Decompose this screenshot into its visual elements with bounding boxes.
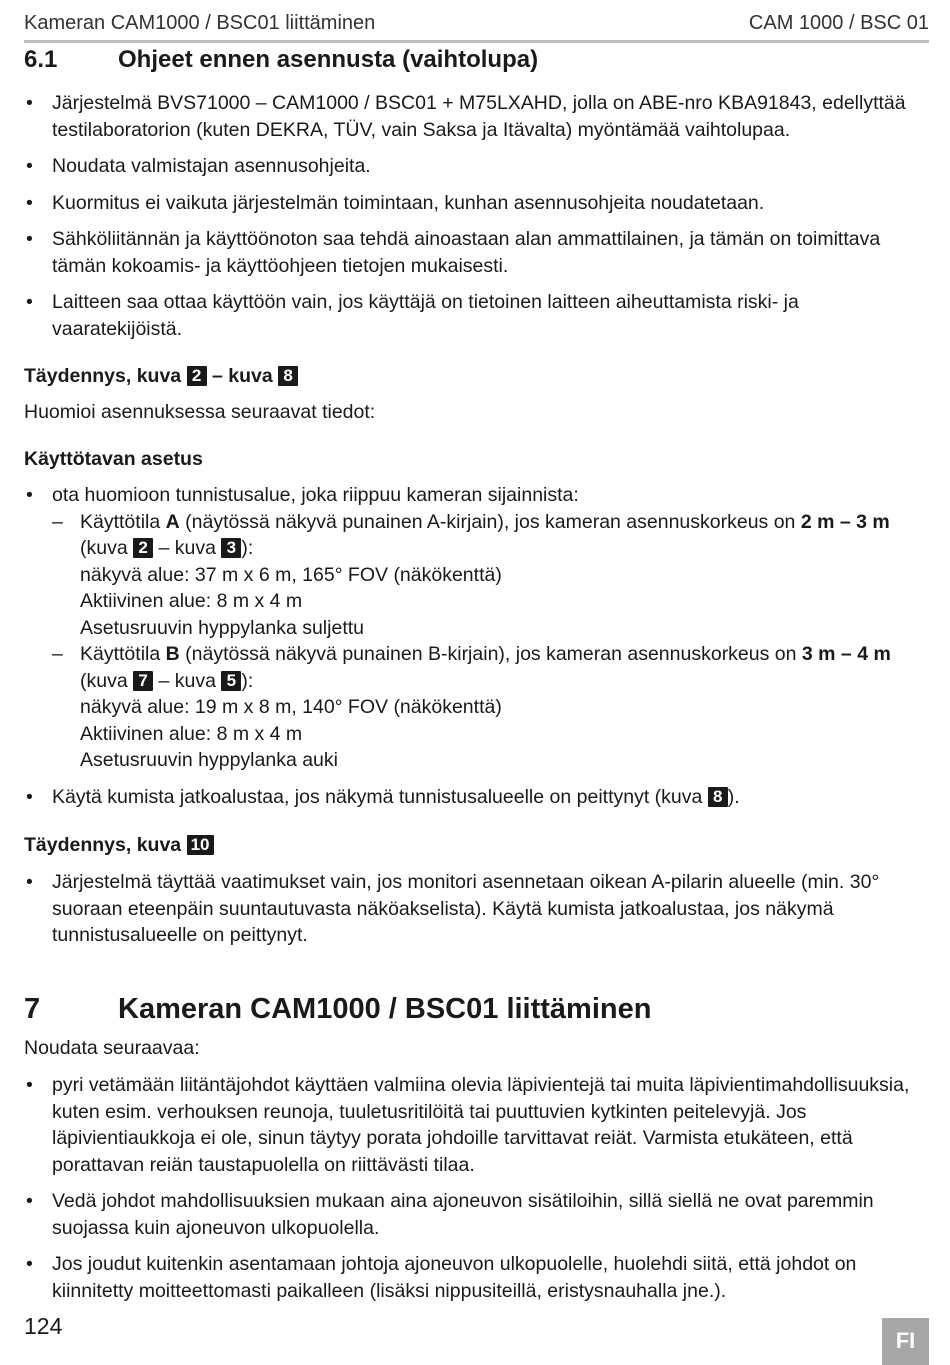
section-title: Ohjeet ennen asennusta (vaihtolupa) xyxy=(118,46,539,73)
supplement-2-list xyxy=(24,869,929,959)
mode-letter: B xyxy=(165,643,180,665)
supplement-label: Täydennys, kuva xyxy=(24,365,182,387)
mode-height: 2 m – 3 m xyxy=(800,510,890,533)
section-6-1-list xyxy=(24,90,929,352)
language-tab: FI xyxy=(882,1318,929,1365)
mode-jumper: Asetusruuvin hyppylanka suljettu xyxy=(80,616,364,639)
fig-ref-close: ): xyxy=(241,669,254,692)
supplement-label: Täydennys, kuva xyxy=(24,834,182,856)
mode-text: (näytössä näkyvä punainen A-kirjain), jos kameran asennuskorkeus on xyxy=(185,510,796,533)
mode-text: (näytössä näkyvä punainen B-kirjain), jos kameran asennuskorkeus on xyxy=(185,643,797,665)
fig-ref-open: (kuva xyxy=(80,537,128,559)
list-item: • Kuormitus ei vaikuta järjestelmän toimintaan, kunhan asennusohjeita noudatetaan. xyxy=(24,190,929,217)
list-item: • Järjestelmä täyttää vaatimukset vain, jos monitori asennetaan oikean A-pilarin alueelle (min. 30° suoraan eteenpäin suuntautuvasta näköakselista). Käytä kumista jatkoalustaa, jos näkymä tunnistusalueelle on peittynyt. xyxy=(24,869,929,949)
chapter-title: Kameran CAM1000 / BSC01 liittäminen xyxy=(118,993,652,1025)
supplement-heading-2 xyxy=(24,832,929,859)
page-number: 124 xyxy=(24,1313,63,1339)
chapter-intro: Noudata seuraavaa: xyxy=(24,1037,200,1059)
fig-ref-mid: – kuva xyxy=(158,537,216,559)
figure-ref-badge: 10 xyxy=(187,835,214,855)
mode-jumper: Asetusruuvin hyppylanka auki xyxy=(80,749,338,771)
supplement-heading-1 xyxy=(24,363,929,390)
figure-ref-badge: 2 xyxy=(133,538,153,558)
list-item: • Järjestelmä BVS71000 – CAM1000 / BSC01 + M75LXAHD, jolla on ABE-nro KBA91843, edellyttää testilaboratorion (kuten DEKRA, TÜV, vain Saksa ja Itävalta) myöntämää vaihtolupaa. xyxy=(24,90,929,143)
header-product-name: CAM 1000 / BSC 01 xyxy=(748,11,929,34)
figure-ref-badge: 8 xyxy=(708,787,728,807)
figure-ref-badge: 3 xyxy=(221,538,241,558)
mode-b-item: – Käyttötila B (näytössä näkyvä punainen B-kirjain), jos kameran asennuskorkeus on 3 m – 4 m (kuva 7 – kuva 5 ): näkyvä alue: 19 m x 8 m, 140° FOV (näkökenttä) Aktiivinen alue: 8 m x 4 m Asetusruuvin hyppylanka auki xyxy=(52,641,929,774)
chapter-number: 7 xyxy=(24,993,41,1025)
fig-ref-close: ): xyxy=(241,537,254,559)
list-item: • Noudata valmistajan asennusohjeita. xyxy=(24,153,929,180)
chapter-heading-7 xyxy=(24,992,651,1026)
section-heading-6-1 xyxy=(24,45,538,75)
header-rule xyxy=(24,40,929,43)
mode-prefix: Käyttötila xyxy=(80,510,161,533)
supplement-intro: Huomioi asennuksessa seuraavat tiedot: xyxy=(24,401,376,423)
header-chapter-title: Kameran CAM1000 / BSC01 liittäminen xyxy=(24,11,376,34)
figure-ref-badge: 8 xyxy=(278,366,298,386)
list-item xyxy=(24,482,929,774)
figure-ref-badge: 5 xyxy=(221,671,241,691)
section-number: 6.1 xyxy=(24,46,58,73)
rubber-base-text: Käytä kumista jatkoalustaa, jos näkymä tunnistusalueelle on peittynyt (kuva xyxy=(52,785,703,808)
list-item: • pyri vetämään liitäntäjohdot käyttäen valmiina olevia läpivientejä tai muita läpivientimahdollisuuksia, kuten esim. verhouksen reunoja, tuuletusritilöitä tai puuttuvien kytkinten peitelevyjä. Jos läpivientiaukkoja ei ole, sinun täytyy porata johdoille tarvittavat reiät. Varmista etukäteen, että porattavan reiän taustapuolella on riittävästi tilaa. xyxy=(24,1072,929,1178)
mode-active-area: Aktiivinen alue: 8 m x 4 m xyxy=(80,590,303,612)
fig-ref-open: (kuva xyxy=(80,669,128,692)
figure-ref-badge: 2 xyxy=(187,366,207,386)
running-header xyxy=(24,8,929,38)
mode-visible-area: näkyvä alue: 19 m x 8 m, 140° FOV (näkökenttä) xyxy=(80,696,502,718)
mode-letter: A xyxy=(165,510,180,533)
list-item: • Laitteen saa ottaa käyttöön vain, jos käyttäjä on tietoinen laitteen aiheuttamista riski- ja vaaratekijöistä. xyxy=(24,289,929,342)
list-item xyxy=(24,784,929,811)
chapter-7-list xyxy=(24,1072,929,1314)
list-item: • Sähköliitännän ja käyttöönoton saa tehdä ainoastaan alan ammattilainen, ja tämän on toimittava tämän kokoamis- ja käyttöohjeen tietojen mukaisesti. xyxy=(24,226,929,279)
mode-height: 3 m – 4 m xyxy=(801,643,891,665)
list-item: • Jos joudut kuitenkin asentamaan johtoja ajoneuvon ulkopuolelle, huolehdi siitä, että johdot on kiinnitetty moitteettomasti paikalleen (lisäksi nippusiteillä, eristysnauhalla jne.). xyxy=(24,1251,929,1304)
mode-setting-list xyxy=(24,482,929,820)
mode-active-area: Aktiivinen alue: 8 m x 4 m xyxy=(80,722,303,745)
list-item: • Vedä johdot mahdollisuuksien mukaan aina ajoneuvon sisätiloihin, sillä siellä ne ovat paremmin suojassa kuin ajoneuvon ulkopuolella. xyxy=(24,1188,929,1241)
mode-a-item: – Käyttötila A (näytössä näkyvä punainen A-kirjain), jos kameran asennuskorkeus on 2 m – 3 m (kuva 2 – kuva 3 ): näkyvä alue: 37 m x 6 m, 165° FOV (näkökenttä) Aktiivinen alue: 8 m x 4 m Asetusruuvin hyppylanka suljettu xyxy=(52,509,929,642)
mode-visible-area: näkyvä alue: 37 m x 6 m, 165° FOV (näkökenttä) xyxy=(80,563,502,586)
fig-ref-close: ). xyxy=(727,785,740,808)
mode-setting-heading: Käyttötavan asetus xyxy=(24,448,203,470)
fig-ref-mid: – kuva xyxy=(158,669,216,692)
figure-ref-badge: 7 xyxy=(133,671,153,691)
mode-intro: • ota huomioon tunnistusalue, joka riippuu kameran sijainnista: xyxy=(52,484,579,506)
mode-prefix: Käyttötila xyxy=(80,643,161,665)
supplement-label-mid: – kuva xyxy=(212,365,273,387)
